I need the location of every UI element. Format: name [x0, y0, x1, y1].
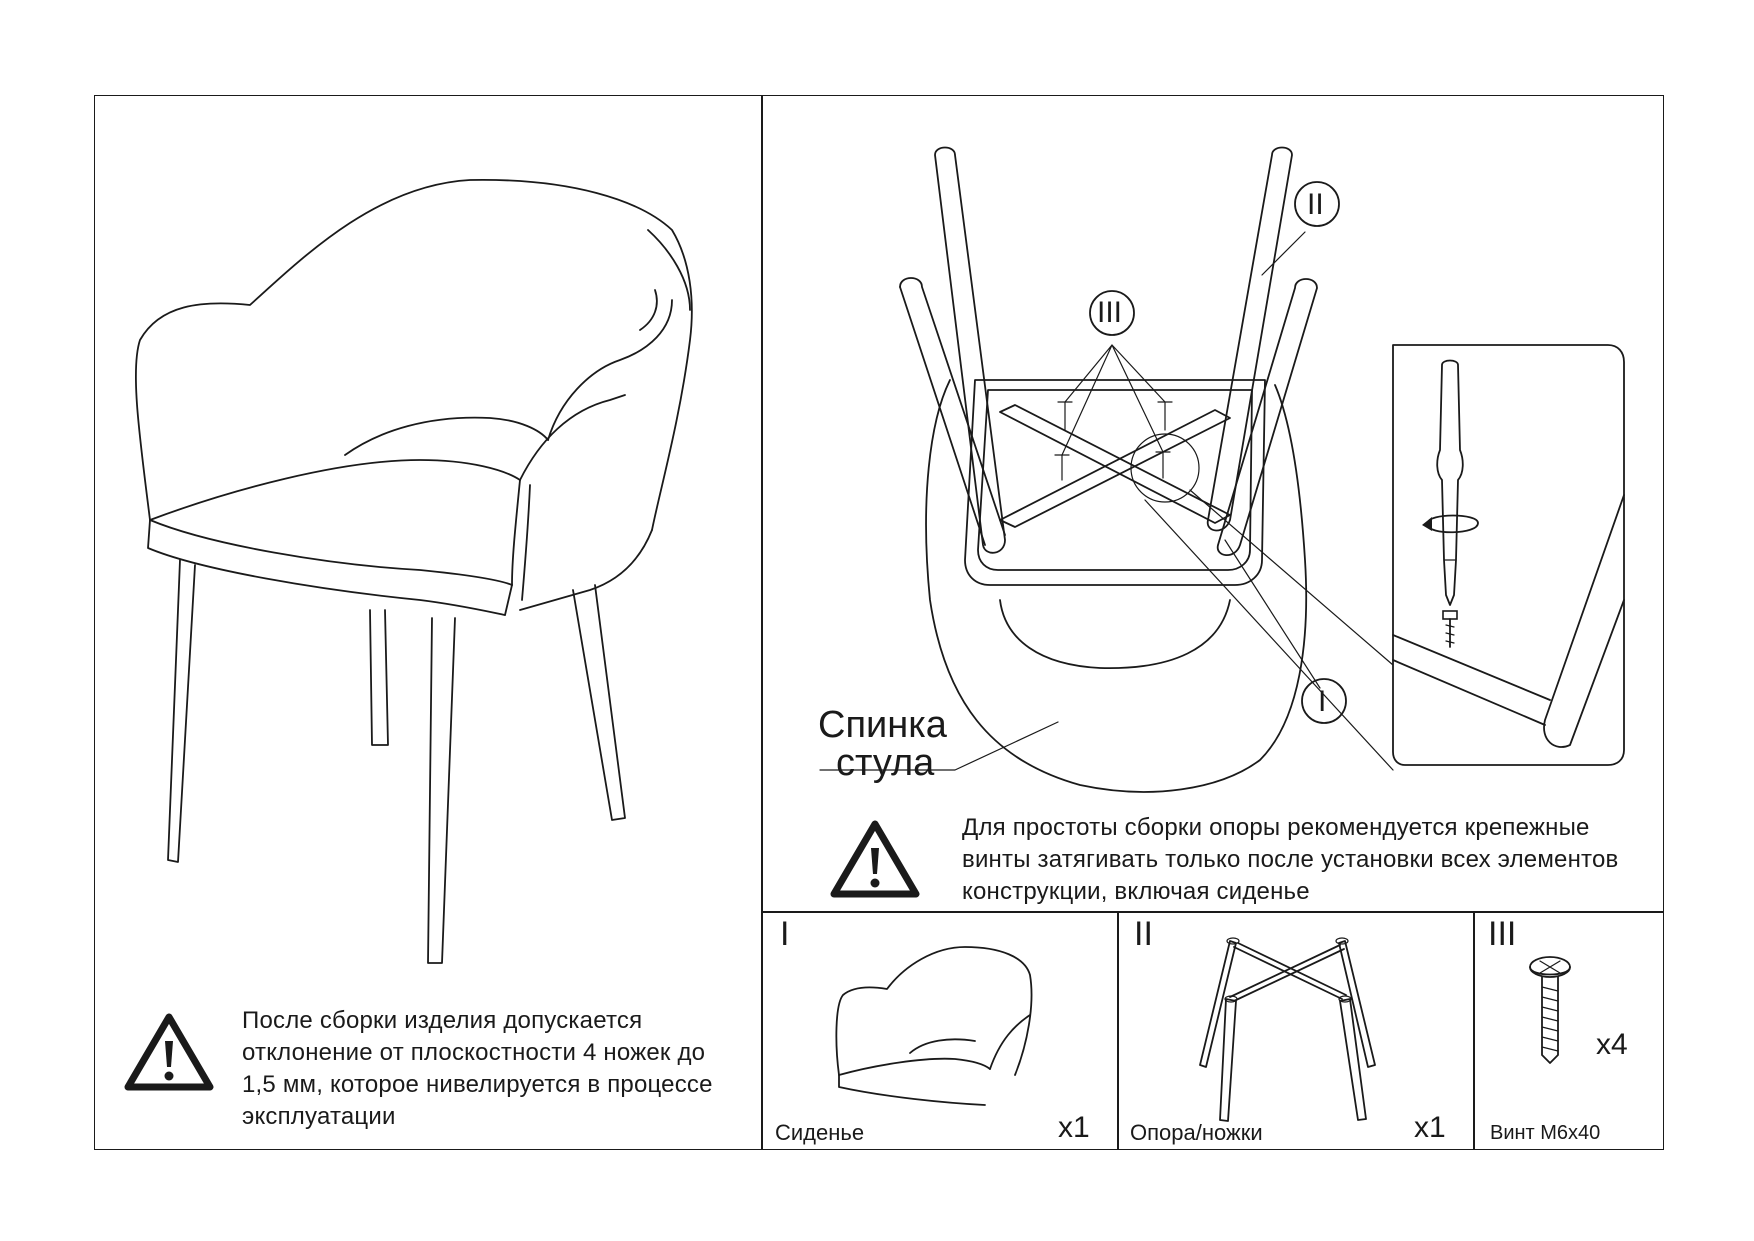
part-qty-seat: x1	[1058, 1111, 1090, 1144]
part-numeral-base: II	[1134, 915, 1153, 953]
screw-part-illustration	[1520, 955, 1580, 1065]
warning-triangle-icon	[830, 820, 920, 900]
part-name-seat: Сиденье	[775, 1120, 865, 1145]
back-label-line1: Спинка	[818, 704, 947, 746]
part-numeral-screw: III	[1488, 915, 1517, 953]
seat-part-illustration	[835, 945, 1055, 1105]
left-warning-text: После сборки изделия допускается отклонение от плоскостности 4 ножек до 1,5 мм, которое нивелируется в процессе эксплуатации	[242, 1007, 713, 1130]
callout-seat: I	[1318, 685, 1327, 718]
part-qty-screw: x4	[1596, 1028, 1628, 1061]
assembly-warning-text: Для простоты сборки опоры рекомендуется крепежные винты затягивать только после установки всех элементов конструкции, включая сиденье	[962, 814, 1619, 905]
callout-base: II	[1307, 188, 1324, 221]
rotate-arrow-icon	[1418, 505, 1488, 545]
base-part-illustration	[1190, 935, 1400, 1125]
part-qty-base: x1	[1414, 1111, 1446, 1144]
part-name-screw: Винт М6х40	[1490, 1122, 1601, 1144]
back-label-line2: стула	[836, 742, 935, 784]
callout-screws: III	[1097, 296, 1123, 329]
part-name-base: Опора/ножки	[1130, 1120, 1263, 1145]
part-numeral-seat: I	[780, 915, 790, 953]
